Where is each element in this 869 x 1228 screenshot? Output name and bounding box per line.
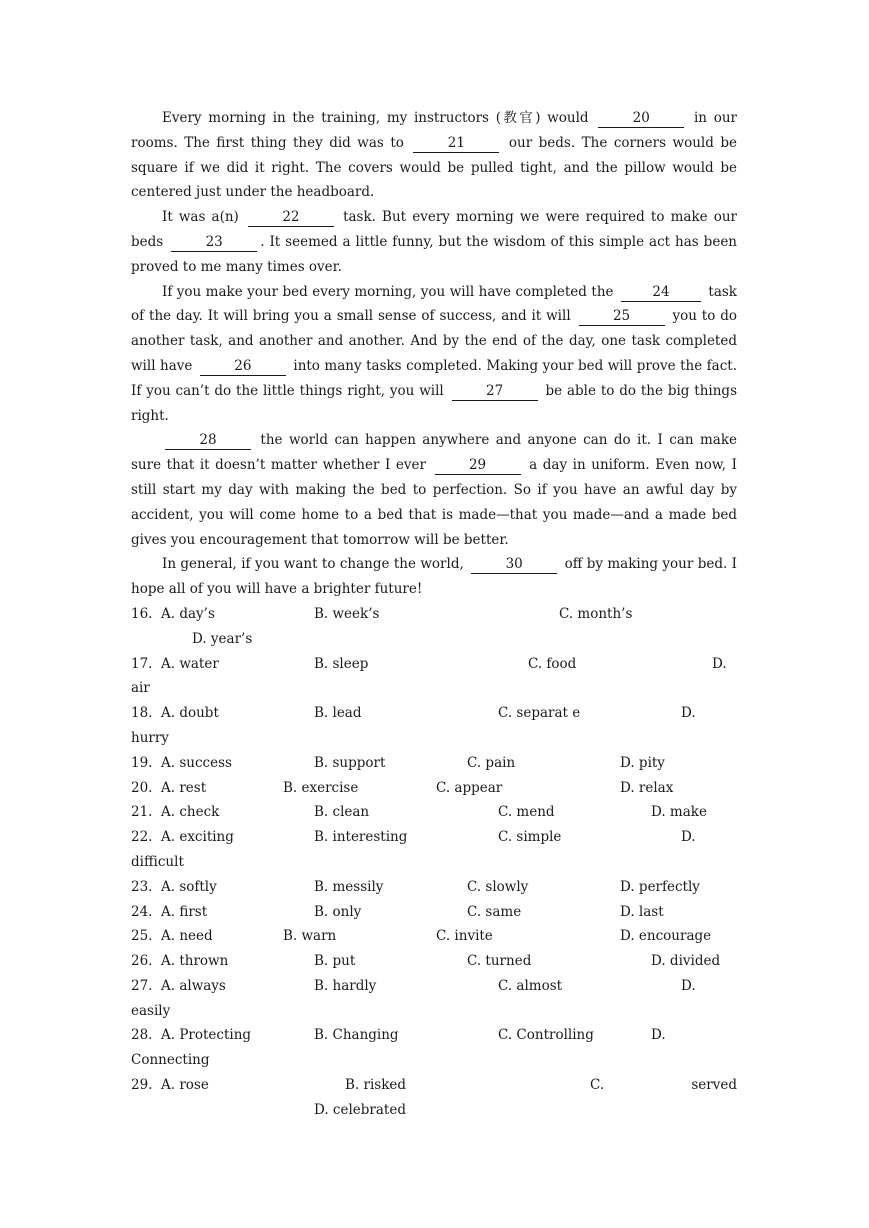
question-28-cont [131,1048,737,1073]
option-b[interactable]: B. clean [314,804,370,821]
option-a[interactable]: A. need [161,928,213,945]
option-b[interactable]: B. week’s [314,605,380,622]
blank-28[interactable]: 28 [165,431,251,450]
passage-text: If you make your bed every morning, you will have completed the [162,283,614,300]
option-d[interactable]: D. year’s [192,630,253,647]
option-b[interactable]: B. hardly [314,977,377,994]
question-26 [131,949,737,974]
blank-21[interactable]: 21 [413,134,499,153]
option-c[interactable]: C. pain [467,754,516,771]
passage-text: a day in uniform. Even now, I still start my day with making the bed to perfection. So if you have an awful day by accident, you will come home to a bed that is made—that you made—and a made bed gives you encouragement that tomorrow will be better. [131,457,737,548]
option-c[interactable]: C. mend [498,804,555,821]
option-b[interactable]: B. risked [345,1077,407,1094]
passage-text: task of the day. It will bring you a small sense of success, and it will [131,283,737,325]
option-c[interactable]: C. same [467,903,522,920]
passage-text: Every morning in the training, my instructors (教官) would [162,110,589,126]
option-d-text: easily [131,1002,171,1019]
blank-25[interactable]: 25 [579,307,665,326]
question-27-cont [131,999,737,1024]
question-number: 16. [131,605,153,622]
question-18-cont [131,726,737,751]
passage-text: the world can happen anywhere and anyone can do it. I can make sure that it doesn’t matter whether I ever [131,432,737,474]
option-b[interactable]: B. only [314,903,362,920]
question-21 [131,800,737,825]
option-d-text: air [131,680,150,697]
option-d[interactable]: D. [681,705,696,722]
passage-text: in our rooms. The first thing they did was to [131,110,737,151]
option-c[interactable]: C. simple [498,829,562,846]
question-29-cont [131,1098,737,1123]
passage-text: into many tasks completed. Making your bed will prove the fact. If you can’t do the little things right, you will [131,357,737,399]
question-number: 19. [131,754,153,771]
option-d-text: Connecting [131,1052,210,1069]
blank-20[interactable]: 20 [598,109,684,128]
option-d[interactable]: D. perfectly [620,878,700,895]
question-number: 18. [131,705,153,722]
option-c[interactable]: C. invite [436,928,493,945]
passage-text: our beds. The corners would be square if we did it right. The covers would be pulled tight, and the pillow would be centered just under the headboard. [131,134,737,201]
blank-23[interactable]: 23 [171,233,257,252]
question-22 [131,825,737,850]
question-29 [131,1073,737,1098]
option-a[interactable]: A. rose [161,1077,209,1094]
question-28 [131,1023,737,1048]
option-a[interactable]: A. day’s [161,605,215,622]
option-b[interactable]: B. support [314,754,386,771]
option-c[interactable]: C. [590,1077,605,1094]
option-d[interactable]: D. [712,655,727,672]
question-20 [131,776,737,801]
option-d[interactable]: D. [651,1027,666,1044]
question-number: 17. [131,655,153,672]
question-27 [131,974,737,999]
document-page [131,106,737,1123]
option-b[interactable]: B. put [314,953,356,970]
question-number: 20. [131,779,153,796]
option-d[interactable]: D. encourage [620,928,712,945]
question-25 [131,924,737,949]
option-d-text: hurry [131,729,169,746]
question-number: 27. [131,977,153,994]
blank-27[interactable]: 27 [452,382,538,401]
option-c[interactable]: C. almost [498,977,563,994]
option-a[interactable]: A. doubt [161,705,219,722]
question-number: 24. [131,903,153,920]
option-c[interactable]: C. Controlling [498,1027,594,1044]
option-a[interactable]: A. water [161,655,219,672]
question-number: 23. [131,878,153,895]
option-d[interactable]: D. divided [651,953,721,970]
blank-30[interactable]: 30 [471,555,557,574]
option-c[interactable]: C. food [528,655,577,672]
option-a[interactable]: A. always [161,977,226,994]
blank-24[interactable]: 24 [621,283,701,302]
option-c[interactable]: C. slowly [467,878,529,895]
option-a[interactable]: A. thrown [161,953,229,970]
question-number: 25. [131,928,153,945]
option-b[interactable]: B. Changing [314,1027,399,1044]
passage-paragraph-5 [131,552,737,602]
passage-paragraph-1 [131,106,737,205]
passage-text: It was a(n) [162,209,239,226]
question-24 [131,900,737,925]
passage-text: off by making your bed. I hope all of you will have a brighter future! [131,556,738,598]
question-number: 26. [131,953,153,970]
question-17-cont [131,676,737,701]
question-number: 28. [131,1027,153,1044]
blank-26[interactable]: 26 [200,357,286,376]
option-c[interactable]: C. month’s [559,605,633,622]
question-19 [131,751,737,776]
passage-paragraph-4 [131,428,737,552]
question-23 [131,875,737,900]
option-b[interactable]: B. sleep [314,655,369,672]
option-d[interactable]: D. pity [620,754,665,771]
option-d[interactable]: D. celebrated [314,1101,406,1118]
option-d[interactable]: D. last [620,903,664,920]
question-18 [131,701,737,726]
option-c[interactable]: C. appear [436,779,503,796]
option-b[interactable]: B. warn [283,928,337,945]
option-a[interactable]: A. softly [161,878,217,895]
option-c[interactable]: C. turned [467,953,532,970]
passage-text: task. But every morning we were required to make our beds [131,209,738,250]
option-b[interactable]: B. lead [314,705,362,722]
passage-text: In general, if you want to change the world, [162,556,464,573]
option-d[interactable]: D. [681,829,696,846]
option-b[interactable]: B. exercise [283,779,359,796]
option-d[interactable]: D. make [651,804,707,821]
option-b[interactable]: B. messily [314,878,384,895]
passage-text: you to do another task, and another and another. And by the end of the day, one task completed will have [131,308,738,374]
option-a[interactable]: A. rest [161,779,207,796]
option-b[interactable]: B. interesting [314,829,408,846]
option-a[interactable]: A. success [161,754,232,771]
passage-text: be able to do the big things right. [131,382,738,424]
passage-text: . It seemed a little funny, but the wisdom of this simple act has been proved to me many times over. [131,233,737,275]
option-a[interactable]: A. Protecting [161,1027,252,1044]
question-16 [131,602,737,627]
passage-paragraph-3 [131,280,737,429]
question-number: 22. [131,829,153,846]
option-c[interactable]: C. separat e [498,705,581,722]
passage-paragraph-2 [131,205,737,279]
option-a[interactable]: A. first [161,903,208,920]
blank-29[interactable]: 29 [435,456,521,475]
question-17 [131,652,737,677]
option-c-text: served [691,1077,737,1094]
option-a[interactable]: A. exciting [161,829,234,846]
question-number: 29. [131,1077,153,1094]
option-a[interactable]: A. check [161,804,220,821]
question-number: 21. [131,804,153,821]
option-d[interactable]: D. [681,977,696,994]
question-list [131,602,737,1123]
blank-22[interactable]: 22 [248,208,334,227]
option-d-text: difficult [131,853,184,870]
question-16-cont [131,627,737,652]
option-d[interactable]: D. relax [620,779,674,796]
question-22-cont [131,850,737,875]
